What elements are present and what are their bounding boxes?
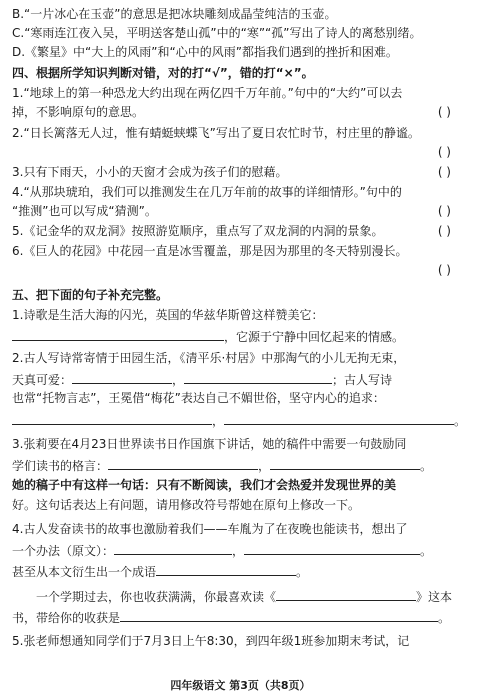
answer-blank[interactable] xyxy=(120,610,438,622)
judge-item-1: 1.“地球上的第一种恐龙大约出现在两亿四千万年前。”句中的“大约”可以去 xyxy=(12,86,403,100)
fill-q1-line1: 1.诗歌是生活大海的闪光，英国的华兹华斯曾这样赞美它： xyxy=(12,308,324,322)
answer-blank[interactable] xyxy=(184,372,332,384)
page-footer: 四年级语文 第3页（共8页） xyxy=(170,679,311,692)
judge-item-4-cont: “推测”也可以写成“猜测”。 xyxy=(12,204,157,218)
judge-item-2: 2.“日长篱落无人过，惟有蜻蜓蛱蝶飞”写出了夏日农忙时节，村庄里的静谧。 xyxy=(12,126,420,140)
fill-q4-line3: 甚至从本文衍生出一个成语 。 xyxy=(12,565,309,579)
judge-item-1-cont: 掉，不影响原句的意思。 xyxy=(12,105,145,119)
fill-q2-line1: 2.古人写诗常寄情于田园生活，《清平乐·村居》中那淘气的小儿无拘无束， xyxy=(12,351,406,365)
fill-q5-line1: 5.张老师想通知同学们于7月3日上午8:30，到四年级1班参加期末考试，记 xyxy=(12,634,410,648)
answer-paren-4[interactable]: ( ) xyxy=(437,204,451,218)
judge-item-6: 6.《巨人的花园》中花园一直是冰雪覆盖，那是因为那里的冬天特别漫长。 xyxy=(12,244,408,258)
answer-blank[interactable] xyxy=(108,458,258,470)
fill-q4-line5: 书，带给你的收获是 。 xyxy=(12,611,451,625)
answer-blank[interactable] xyxy=(12,413,212,425)
section5-title: 五、把下面的句子补充完整。 xyxy=(12,288,169,302)
fill-q4-line2: 一个办法（原文）： ， 。 xyxy=(12,544,433,558)
fill-q2-line3: 也常“托物言志”，王冕借“梅花”表达自己不媚世俗，坚守内心的追求： xyxy=(12,391,385,405)
fill-q2-line4: ， 。 xyxy=(12,413,469,427)
answer-blank[interactable] xyxy=(224,413,454,425)
option-b: B.“一片冰心在玉壶”的意思是把冰块雕刻成晶莹纯洁的玉壶。 xyxy=(12,7,337,21)
option-c: C.“寒雨连江夜入吴，平明送客楚山孤”中的“寒”“孤”写出了诗人的离愁别绪。 xyxy=(12,26,422,40)
answer-blank[interactable] xyxy=(276,589,416,601)
section4-title: 四、根据所学知识判断对错，对的打“√”，错的打“×”。 xyxy=(12,66,314,80)
fill-q3-line4: 好。这句话表达上有问题，请用修改符号帮她在原句上修改一下。 xyxy=(12,498,361,512)
answer-paren-5[interactable]: ( ) xyxy=(437,224,451,238)
answer-blank[interactable] xyxy=(114,543,232,555)
fill-q3-line2: 学们读书的格言： ， 。 xyxy=(12,459,433,473)
answer-blank[interactable] xyxy=(72,372,172,384)
judge-item-4: 4.“从那块琥珀，我们可以推测发生在几万年前的故事的详细情形。”句中的 xyxy=(12,185,402,199)
fill-q4-line1: 4.古人发奋读书的故事也激励着我们——车胤为了在夜晚也能读书，想出了 xyxy=(12,522,408,536)
fill-q3-line1: 3.张莉要在4月23日世界读书日作国旗下讲话，她的稿件中需要一句鼓励同 xyxy=(12,437,407,451)
answer-blank[interactable] xyxy=(156,564,296,576)
fill-q2-line2: 天真可爱： ， ；古人写诗 xyxy=(12,373,393,387)
answer-paren-1[interactable]: ( ) xyxy=(437,105,451,119)
option-d: D.《繁星》中“大上的风雨”和“心中的风雨”都指我们遇到的挫折和困难。 xyxy=(12,45,398,59)
answer-paren-2[interactable]: ( ) xyxy=(437,145,451,159)
judge-item-3: 3.只有下雨天，小小的天窗才会成为孩子们的慰藉。 xyxy=(12,165,288,179)
answer-paren-6[interactable]: ( ) xyxy=(437,263,451,277)
answer-paren-3[interactable]: ( ) xyxy=(437,165,451,179)
fill-q1-line2: ，它源于宁静中回忆起来的情感。 xyxy=(12,329,469,343)
answer-blank[interactable] xyxy=(270,458,420,470)
answer-blank[interactable] xyxy=(244,543,420,555)
answer-blank[interactable] xyxy=(12,329,224,341)
fill-q4-line4: 一个学期过去，你也收获满满，你最喜欢读《 》这本 xyxy=(36,590,453,604)
judge-item-5: 5.《记金华的双龙洞》按照游览顺序，重点写了双龙洞的内洞的景象。 xyxy=(12,224,384,238)
fill-q3-line3: 她的稿子中有这样一句话：只有不断阅读，我们才会热爱并发现世界的美 xyxy=(12,478,397,492)
